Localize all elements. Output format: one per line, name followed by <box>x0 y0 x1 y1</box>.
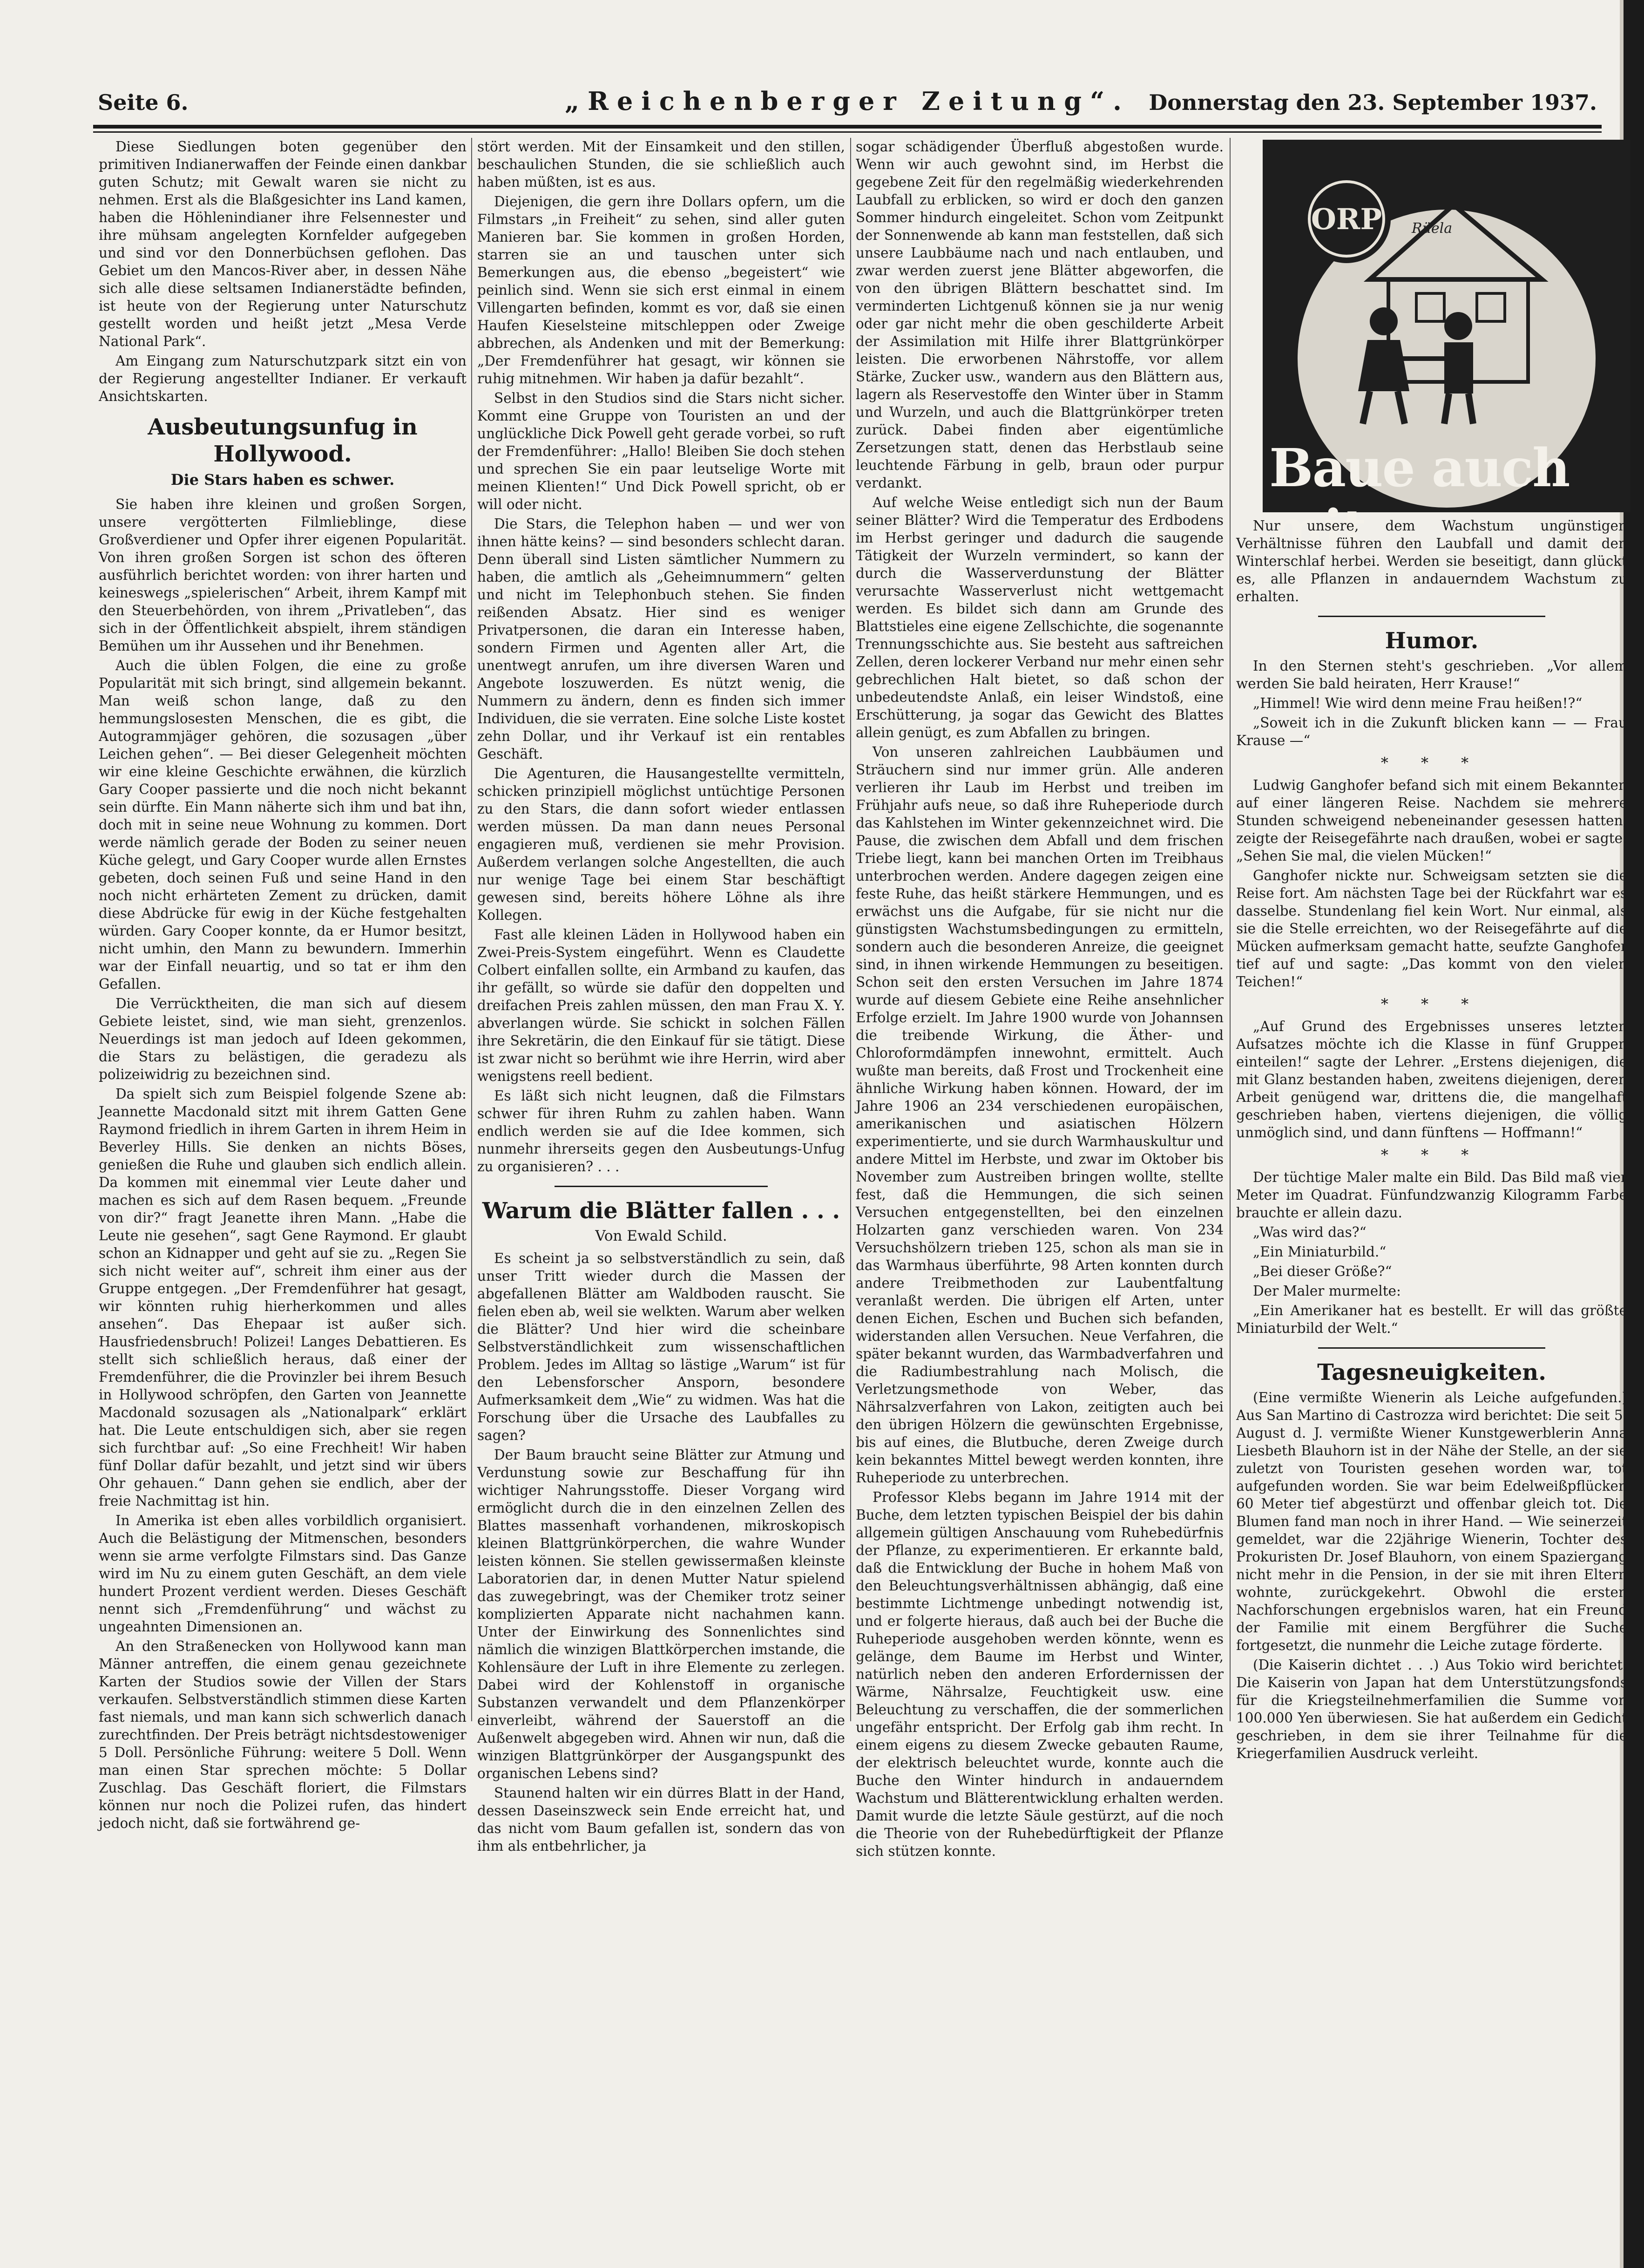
paragraph: (Eine vermißte Wienerin als Leiche aufgefunden.) Aus San Martino di Castrozza wird berichtet: Die seit 5. August d. J. vermißte Wiener Kunstgewerblerin Anna Liesbeth Blauhorn ist in der Nähe der Stelle, an der sie zuletzt von Touristen gesehen worden war, tot aufgefunden worden. Sie war beim Edelweißpflücken 60 Meter tief abgestürzt und offenbar gleich tot. Die Blumen fand man noch in ihrer Hand. — Wie seinerzeit gemeldet, war die 22jährige Wienerin, Tochter des Prokuristen Dr. Josef Blauhorn, von einem Spaziergang nicht mehr in die Pension, in der sie mit ihren Eltern wohnte, zurückgekehrt. Obwohl die ersten Nachforschungen ergebnislos waren, hat ein Freund der Familie mit einem Bergführer die Suche fortgesetzt, die nunmehr die Leiche zutage förderte. <box>1236 1390 1627 1653</box>
paragraph: (Die Kaiserin dichtet . . .) Aus Tokio wird berichtet: Die Kaiserin von Japan hat dem Unterstützungsfonds für die Kriegsteilnehmerfamilien die Summe von 100.000 Yen überwiesen. Sie hat außerdem ein Gedicht geschrieben, in dem sie ihrer Teilnahme für die Kriegerfamilien Ausdruck verleiht. <box>1236 1657 1627 1761</box>
paragraph: In Amerika ist eben alles vorbildlich organisiert. Auch die Belästigung der Mitmenschen, besonders wenn sie arme verfolgte Filmstars sind. Das Ganze wird im Nu zu einem guten Geschäft, an dem viele hundert Prozent verdient werden. Dieses Geschäft nennt sich „Fremdenführung“ und wächst zu ungeahnten Dimensionen an. <box>99 1513 467 1635</box>
asterism: * * * <box>1380 995 1483 1013</box>
paragraph: „Soweit ich in die Zukunft blicken kann — — Frau Krause —“ <box>1236 715 1627 748</box>
column-divider <box>471 138 472 1721</box>
issue-date: Donnerstag den 23. September 1937. <box>1149 90 1597 115</box>
paragraph: Der tüchtige Maler malte ein Bild. Das Bild maß vier Meter im Quadrat. Fünfundzwanzig Kilogramm Farbe brauchte er allein dazu. <box>1236 1169 1627 1221</box>
section-headline-news: Tagesneuigkeiten. <box>1317 1359 1546 1385</box>
header-rule-thin <box>93 131 1602 133</box>
asterism: * * * <box>1380 1146 1483 1164</box>
paragraph: Selbst in den Studios sind die Stars nicht sicher. Kommt eine Gruppe von Touristen an und der unglückliche Dick Powell geht gerade vorbei, so ruft der Fremdenführer: „Hallo! Bleiben Sie doch stehen und sprechen Sie ein paar leutselige Worte mit meinen Klienten!“ Und Dick Powell spricht, ob er will oder nicht. <box>477 390 845 512</box>
paragraph: Von unseren zahlreichen Laubbäumen und Sträuchern sind nur immer grün. Alle anderen verlieren ihr Laub im Herbst und treiben im Frühjahr aufs neue, so daß ihre Ruheperiode durch das Kahlstehen im Winter gekennzeichnet wird. Die Pause, die zwischen dem Abfall und dem frischen Triebe liegt, kann bei manchen Orten im Treibhaus unterbrochen werden. Andere dagegen zeigen eine feste Ruhe, das heißt stärkere Hemmungen, und es erwächst uns die Aufgabe, für sie nicht nur die günstigsten Wachstumsbedingungen zu ermitteln, sondern auch die besonderen Anreize, die geeignet sind, in ihnen wirkende Hemmungen zu beseitigen. Schon seit den ersten Versuchen im Jahre 1874 wurde auf diesem Gebiete eine Reihe ansehnlicher Erfolge erzielt. Im Jahre 1900 wurde von Johannsen die treibende Wirkung, die Äther- und Chloroformdämpfen innewohnt, ermittelt. Auch wußte man bereits, daß Frost und Trockenheit eine ähnliche Wirkung haben können. Howard, der im Jahre 1906 an 234 verschiedenen europäischen, amerikanischen und asiatischen Hölzern experimentierte, und sie durch Warmhauskultur und andere Mittel im Herbste, und zwar im Oktober bis November zum Austreiben bringen wollte, stellte fest, daß die Hemmungen, die sich seinen Versuchen entgegenstellten, bei den einzelnen Holzarten ganz verschieden waren. Von 234 Versuchshölzern trieben 125, schon als man sie in das Warmhaus überführte, 98 Arten konnten durch andere Treibmethoden zur Laubentfaltung veranlaßt werden. Die übrigen elf Arten, unter denen Eichen, Eschen und Buchen sich befanden, widerstanden allen Versuchen. Neue Verfahren, die später bekannt wurden, das Warmbadverfahren und die Radiumbestrahlung nach Molisch, die Verletzungsmethode von Weber, das Nährsalzverfahren von Lakon, zeitigten auch bei den übrigen Hölzern die gewünschten Ergebnisse, bis auf eines, die Blutbuche, deren Zweige durch kein bekanntes Mittel bewegt werden konnten, ihre Ruheperiode zu unterbrechen. <box>856 744 1224 1486</box>
paragraph: „Himmel! Wie wird denn meine Frau heißen!?“ <box>1253 695 1583 711</box>
paragraph: Der Baum braucht seine Blätter zur Atmung und Verdunstung sowie zur Beschaffung für ihn wichtiger Nahrungsstoffe. Dieser Vorgang wird ermöglicht durch die in den einzelnen Zellen des Blattes massenhaft vorhandenen, mikroskopisch kleinen Blattgrünkörperchen, die wahre Wunder leisten können. Sie stellen gewissermaßen kleinste Laboratorien dar, in denen Mutter Natur spielend das zuwegebringt, was der Chemiker trotz seiner komplizierten Apparate nicht nachahmen kann. Unter der Einwirkung des Sonnenlichtes sind nämlich die winzigen Blattkörperchen imstande, die Kohlensäure der Luft in ihre Elemente zu zerlegen. Dabei wird der Kohlenstoff in organische Substanzen verwandelt und dem Pflanzenkörper einverleibt, während der Sauerstoff an die Außenwelt abgegeben wird. Ahnen wir nun, daß die winzigen Blattgrünkörper der Ausgangspunkt des organischen Lebens sind? <box>477 1447 845 1781</box>
paragraph: „Was wird das?“ <box>1253 1224 1367 1240</box>
asterism: * * * <box>1380 754 1483 772</box>
paragraph: Sie haben ihre kleinen und großen Sorgen, unsere vergötterten Filmlieblinge, diese Großverdiener und Opfer ihrer eigenen Popularität. Von ihren großen Sorgen ist schon des öfteren ausführlich berichtet worden: von ihrer harten und keineswegs „spielerischen“ Arbeit, ihrem Kampf mit den Steuerbehörden, von ihrem „Privatleben“, das sich in der Öffentlichkeit abspielt, ihrem ständigen Bemühen um ihr Aussehen und ihr Benehmen. <box>99 496 467 654</box>
ad-logo-text: ORP <box>1311 202 1382 236</box>
article-byline: Von Ewald Schild. <box>595 1228 727 1244</box>
article-separator <box>555 1186 768 1187</box>
paragraph: In den Sternen steht's geschrieben. „Vor allem werden Sie bald heiraten, Herr Krause!“ <box>1236 658 1627 692</box>
paragraph: Der Maler murmelte: <box>1253 1283 1401 1299</box>
header-rule <box>93 125 1602 129</box>
masthead <box>98 86 1597 119</box>
paragraph: Ludwig Ganghofer befand sich mit einem Bekannten auf einer längeren Reise. Nachdem sie mehrere Stunden schweigend nebeneinander gesessen hatten, zeigte der Reisegefährte nach draußen, wobei er sagte: „Sehen Sie mal, die vielen Mücken!“ <box>1236 777 1627 864</box>
paragraph: Am Eingang zum Naturschutzpark sitzt ein von der Regierung angestellter Indianer. Er verkauft Ansichtskarten. <box>99 353 467 404</box>
column-2 <box>477 138 845 1945</box>
paragraph: Diese Siedlungen boten gegenüber den primitiven Indianerwaffen der Feinde einen dankbar guten Schutz; mit Gewalt waren sie nicht zu nehmen. Erst als die Blaßgesichter ins Land kamen, haben die Höhlenindianer ihre Felsennester und ihre mühsam angelegten Kornfelder aufgegeben und sind vor den Donnerbüchsen geflohen. Das Gebiet um den Mancos-River aber, in dessen Nähe sich alle diese seltsamen Indianerstädte befinden, ist heute von der Regierung unter Naturschutz gestellt worden und heißt jetzt „Mesa Verde National Park“. <box>99 139 467 349</box>
paragraph: sogar schädigender Überfluß abgestoßen wurde. Wenn wir auch gewohnt sind, im Herbst die gegebene Zeit für den regelmäßig wiederkehrenden Laubfall zu erblicken, so wird er doch den ganzen Sommer hindurch eingeleitet. Schon vom Zeitpunkt der Sonnenwende ab kann man feststellen, daß sich unsere Laubbäume nach und nach entlauben, und zwar werden zuerst jene Blätter abgeworfen, die von den übrigen Blättern beschattet sind. Im verminderten Lichtgenuß können sie ja nur wenig oder gar nicht mehr die oben geschilderte Arbeit der Assimilation mit Hilfe ihrer Blattgrünkörper leisten. Die erworbenen Nährstoffe, vor allem Stärke, Zucker usw., wandern aus den Blättern aus, lagern als Reservestoffe den Winter über in Stamm und Wurzeln, und auch die Blattgrünkörper treten zurück. Dabei finden aber eigentümliche Zersetzungen statt, denen das Herbstlaub seine leuchtende Färbung in gelb, braun oder purpur verdankt. <box>856 139 1224 491</box>
paragraph: An den Straßenecken von Hollywood kann man Männer antreffen, die einem genau gezeichnete Karten der Studios sowie der Villen der Stars verkaufen. Selbstverständlich stimmen diese Karten fast niemals, und man kann sich schwerlich danach zurechtfinden. Der Preis beträgt nichtsdestoweniger 5 Doll. Persönliche Führung: weitere 5 Doll. Wenn man einen Star sprechen möchte: 5 Dollar Zuschlag. Das Geschäft floriert, die Filmstars können nur noch die Polizei rufen, das hindert jedoch nicht, daß sie fortwährend ge- <box>99 1638 467 1831</box>
paragraph: Auf welche Weise entledigt sich nun der Baum seiner Blätter? Wird die Temperatur des Erdbodens im Herbst geringer und dadurch die saugende Tätigkeit der Wurzeln vermindert, so kann der durch die Wasserverdunstung der Blätter verursachte Wasserverlust nicht wettgemacht werden. Es bildet sich dann am Grunde des Blattstieles eine eigene Zellschichte, die sogenannte Trennungsschichte aus. Sie besteht aus saftreichen Zellen, deren lockerer Verband nur mehr einen sehr gebrechlichen Halt bietet, so daß schon der unbedeutendste Anlaß, ein leiser Windstoß, eine Erschütterung, ja sogar das Gewicht des Blattes allein genügt, es zum Abfallen zu bringen. <box>856 495 1224 740</box>
article-headline: Warum die Blätter fallen . . . <box>482 1198 840 1224</box>
column-1 <box>99 138 467 1945</box>
section-headline-humor: Humor. <box>1385 628 1479 654</box>
paragraph: Professor Klebs begann im Jahre 1914 mit der Buche, dem letzten typischen Beispiel der bis dahin allgemein gültigen Anschauung vom Ruhebedürfnis der Pflanze, zu experimentieren. Er erkannte bald, daß die Entwicklung der Buche in hohem Maß von den Beleuchtungsverhältnissen abhängig, daß eine bestimmte Lichtmenge unbedingt notwendig ist, und er folgerte hieraus, daß auch bei der Buche die Ruheperiode ausgehoben werden könnte, wenn es gelänge, dem Baume im Herbst und Winter, natürlich neben den anderen Erfordernissen der Wärme, Nährsalze, Feuchtigkeit usw. eine Beleuchtung zu verschaffen, die der sommerlichen ungefähr entspricht. Der Erfolg gab ihm recht. In einem eigens zu diesem Zwecke gebauten Raume, der elektrisch beleuchtet wurde, konnte auch die Buche den Winter hindurch in andauerndem Wachstum und Blätterentwicklung erhalten werden. Damit wurde die letzte Säule gestürzt, auf die noch die Theorie von der Ruhebedürftigkeit der Pflanze sich stützen konnte. <box>856 1489 1224 1859</box>
paragraph: Es läßt sich nicht leugnen, daß die Filmstars schwer für ihren Ruhm zu zahlen haben. Wann endlich werden sie auf die Idee kommen, sich nunmehr ihrerseits gegen den Ausbeutungs-Unfug zu organisieren? . . . <box>477 1088 845 1175</box>
article-subheadline: Die Stars haben es schwer. <box>170 471 395 489</box>
paragraph: stört werden. Mit der Einsamkeit und den stillen, beschaulichen Stunden, die sie schließlich auch haben müßten, ist es aus. <box>477 139 845 190</box>
column-divider <box>1230 138 1231 1721</box>
column-4 <box>1236 517 1627 1951</box>
ad-slogan: Baue auch mit <box>1269 438 1570 560</box>
paragraph: Ganghofer nickte nur. Schweigsam setzten sie die Reise fort. Am nächsten Tage bei der Rückfahrt war es dasselbe. Stundenlang fiel kein Wort. Nur einmal, als sie die Stelle erreichten, wo der Reisegefährte auf die Mücken aufmerksam gemacht hatte, seufzte Ganghofer tief auf und sagte: „Das kommt von den vielen Teichen!“ <box>1236 868 1627 990</box>
paragraph: Die Verrücktheiten, die man sich auf diesem Gebiete leistet, sind, wie man sieht, grenzenlos. Neuerdings ist man jedoch auf Ideen gekommen, die Stars zu belästigen, die geradezu als polizeiwidrig zu bezeichnen sind. <box>99 996 467 1082</box>
article-separator <box>1318 616 1545 617</box>
paragraph: Da spielt sich zum Beispiel folgende Szene ab: Jeannette Macdonald sitzt mit ihrem Gatten Gene Raymond friedlich in ihrem Garten in ihrem Heim in Beverley Hills. Sie denken an nichts Böses, genießen die Ruhe und glauben sich endlich allein. Da kommen mit einemmal vier Leute daher und machen es sich auf dem Rasen bequem. „Freunde von dir?“ fragt Jeanette ihren Mann. „Habe die Leute nie gesehen“, sagt Gene Raymond. Er glaubt schon an Kidnapper und geht auf sie zu. „Regen Sie sich nicht weiter auf“, schreit ihm einer aus der Gruppe entgegen. „Der Fremdenführer hat gesagt, wir könnten ruhig hierherkommen und alles ansehen“. Das Ehepaar ist außer sich. Hausfriedensbruch! Polizei! Langes Debattieren. Es stellt sich schließlich heraus, daß einer der Fremdenführer, die die Provinzler bei ihrem Besuch in Hollywood schröpfen, den Garten von Jeannette Macdonald sozusagen als „Nationalpark“ erklärt hat. Die Leute entschuldigen sich, aber sie regen sich furchtbar auf: „So eine Frechheit! Wir haben fünf Dollar dafür bezahlt, und jetzt sind wir übers Ohr gehauen.“ Dann gehen sie endlich, aber der freie Nachmittag ist hin. <box>99 1086 467 1509</box>
article-headline: Ausbeutungsunfug in Hollywood. <box>148 414 418 467</box>
paragraph: Die Agenturen, die Hausangestellte vermitteln, schicken prinzipiell möglichst untüchtige Personen zu den Stars, die dann sofort wieder entlassen werden müssen. Da man dann neues Personal engagieren muß, verdienen sie mehr Provision. Außerdem verlangen solche Angestellten, die auch nur wenige Tage bei einem Star beschäftigt gewesen sind, bereits höhere Löhne als ihre Kollegen. <box>477 766 845 923</box>
paragraph: Diejenigen, die gern ihre Dollars opfern, um die Filmstars „in Freiheit“ zu sehen, sind aller guten Manieren bar. Sie kommen in großen Horden, starren sie an und tauschen unter sich Bemerkungen aus, die ebenso „begeistert“ wie peinlich sind. Wenn sie sich erst einmal in einem Villengarten befinden, kommt es vor, daß sie einen Haufen Kieselsteine mitschleppen oder Zweige abbrechen, als Andenken und mit der Bemerkung: „Der Fremdenführer hat gesagt, wir können sie ruhig mitnehmen. Wir haben ja dafür bezahlt“. <box>477 194 845 387</box>
newspaper-title: „Reichenberger Zeitung“. <box>565 86 1130 116</box>
page-number: Seite 6. <box>98 90 189 115</box>
paragraph: Auch die üblen Folgen, die eine zu große Popularität mit sich bringt, sind allgemein bekannt. Man weiß schon lange, daß zu den hemmungslosesten Menschen, die es gibt, die Autogrammjäger gehören, die sozusagen „über Leichen gehen“. — Bei dieser Gelegenheit möchten wir eine kleine Geschichte erwähnen, die kürzlich Gary Cooper passierte und die noch nicht bekannt sein dürfte. Ein Mann näherte sich ihm und bat ihn, doch mit in seine neue Wohnung zu kommen. Dort werde nämlich gerade der Boden zu seiner neuen Küche gelegt, und Gary Cooper wurde allen Ernstes gebeten, doch seinen Fuß und seine Hand in den noch nicht erhärteten Zement zu drücken, damit diese Abdrücke für ewig in der Küche festgehalten würden. Gary Cooper konnte, da er Humor besitzt, nicht umhin, den Mann zu bewundern. Immerhin war der Einfall neuartig, und so tat er ihm den Gefallen. <box>99 658 467 992</box>
paragraph: Die Stars, die Telephon haben — und wer von ihnen hätte keins? — sind besonders schlecht daran. Denn überall sind Listen sämtlicher Nummern zu haben, die amtlich als „Geheimnummern“ gelten und nicht im Telephonbuch stehen. Sie finden reißenden Absatz. Hier sind es weniger Privatpersonen, die daran ein Interesse haben, sondern Firmen und Agenten aller Art, die unentwegt anrufen, um ihre diversen Waren und Angebote loszuwerden. Es nützt wenig, die Nummern zu ändern, denn es finden sich immer Individuen, die sie verraten. Eine solche Liste kostet zehn Dollar, und ihr Verkauf ist ein rentables Geschäft. <box>477 516 845 762</box>
advertisement <box>1263 140 1630 560</box>
paragraph: „Ein Miniaturbild.“ <box>1253 1244 1387 1260</box>
paragraph: „Ein Amerikaner hat es bestellt. Er will das größte Miniaturbild der Welt.“ <box>1236 1303 1627 1336</box>
paragraph: Staunend halten wir ein dürres Blatt in der Hand, dessen Daseinszweck sein Ende erreicht hat, und das nicht vom Baum gefallen ist, sondern das von ihm als entbehrlicher, ja <box>477 1785 845 1854</box>
paragraph: Fast alle kleinen Läden in Hollywood haben ein Zwei-Preis-System eingeführt. Wenn es Claudette Colbert einfallen sollte, ein Armband zu kaufen, das ihr gefällt, so würde sie dafür den doppelten und dreifachen Preis zahlen müssen, den man Frau X. Y. abverlangen würde. Sie schickt in solchen Fällen ihre Sekretärin, die den Einkauf für sie tätigt. Diese ist zwar nicht so berühmt wie ihre Herrin, wird aber wenigstens reell bedient. <box>477 927 845 1084</box>
paragraph: „Bei dieser Größe?“ <box>1253 1263 1392 1279</box>
column-divider <box>850 138 851 1721</box>
ad-logo-subtext: Rüela <box>1412 220 1453 237</box>
article-separator <box>1318 1347 1545 1349</box>
paragraph: Nur unsere, dem Wachstum ungünstigen Verhältnisse führen den Laubfall und damit den Winterschlaf herbei. Werden sie beseitigt, dann glückt es, alle Pflanzen in andauerndem Wachstum zu erhalten. <box>1236 518 1627 604</box>
column-3 <box>856 138 1224 1945</box>
paragraph: Es scheint ja so selbstverständlich zu sein, daß unser Tritt wieder durch die Massen der abgefallenen Blätter am Waldboden rauscht. Sie fielen eben ab, weil sie welkten. Warum aber welken die Blätter? Und hier wird die scheinbare Selbstverständlichkeit zum wissenschaftlichen Problem. Jedes im Alltag so lästige „Warum“ ist für den Lebensforscher Ansporn, besondere Aufmerksamkeit dem „Wie“ zu widmen. Was hat die Forschung über die Ursache des Laubfalles zu sagen? <box>477 1250 845 1443</box>
paragraph: „Auf Grund des Ergebnisses unseres letzten Aufsatzes möchte ich die Klasse in fünf Gruppen einteilen!“ sagte der Lehrer. „Erstens diejenigen, die mit Glanz bestanden haben, zweitens diejenigen, deren Arbeit genügend war, drittens die, die mangelhaft geschrieben haben, viertens diejenigen, die völlig unmöglich sind, und dann fünftens — Hoffmann!“ <box>1236 1019 1627 1141</box>
